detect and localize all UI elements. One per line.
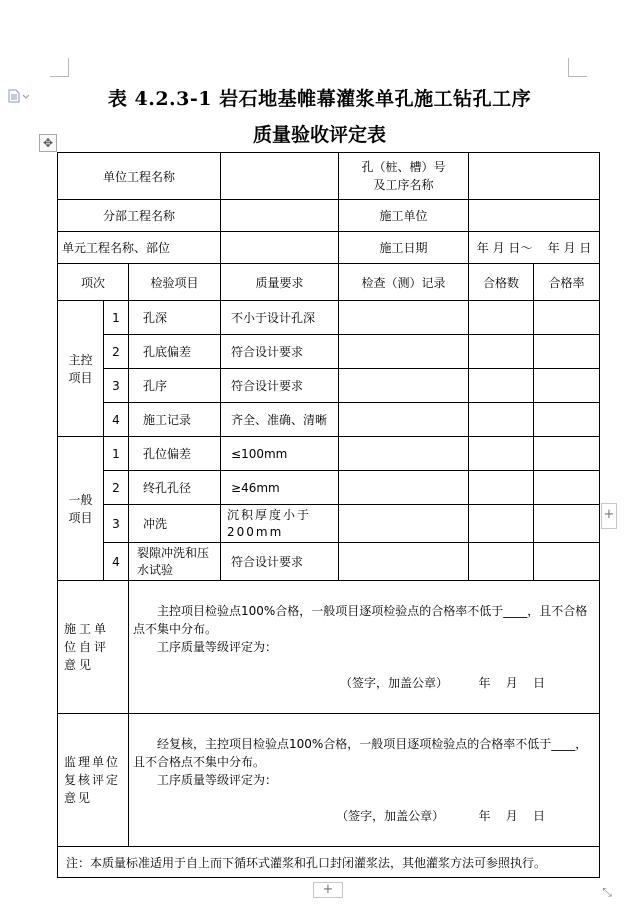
table-row [58,335,600,369]
page-corner-mark-top-right [568,58,587,77]
page-title: 表 4.2.3-1 岩石地基帷幕灌浆单孔施工钻孔工序 [107,88,532,110]
evaluation-table [57,152,600,878]
unit-project-value[interactable] [221,153,339,200]
item-requirement: 齐全、准确、清晰 [221,403,339,437]
item-requirement: 符合设计要求 [221,543,339,581]
col-header-qualified-count: 合格数 [469,264,534,301]
item-requirement: 不小于设计孔深 [221,301,339,335]
item-no: 2 [104,471,129,505]
qualified-rate-cell[interactable] [534,471,600,505]
qualified-rate-cell[interactable] [534,301,600,335]
construction-date-value[interactable]: 年 月 日～ 年 月 日 [469,232,600,264]
col-header-qualified-rate: 合格率 [534,264,600,301]
col-header-quality-requirement: 质量要求 [221,264,339,301]
table-row [58,543,600,581]
item-requirement: 符合设计要求 [221,335,339,369]
hole-label-line1: 孔（桩、槽）号 [361,160,446,174]
qualified-rate-cell[interactable] [534,403,600,437]
item-no: 1 [104,437,129,471]
inspection-record-cell[interactable] [339,335,469,369]
construction-opinion-label: 施工单位自评意见 [58,581,129,714]
add-row-plus-icon[interactable]: + [313,882,343,898]
qualified-count-cell[interactable] [469,543,534,581]
hole-label [339,153,469,200]
table-row [58,369,600,403]
note-row [58,847,600,878]
qualified-rate-cell[interactable] [534,369,600,403]
construction-opinion-text: 主控项目检验点100%合格，一般项目逐项检验点的合格率不低于____，且不合格点不集中分布。 [133,604,588,636]
column-header-row [58,264,600,301]
supervision-opinion-content[interactable] [129,714,600,847]
main-control-label: 主控项目 [58,301,104,437]
table-row [58,301,600,335]
hole-value[interactable] [469,153,600,200]
qualified-rate-cell[interactable] [534,437,600,471]
unit-project-label: 单位工程名称 [58,153,221,200]
header-row-subproject [58,200,600,232]
item-requirement: 符合设计要求 [221,369,339,403]
item-no: 2 [104,335,129,369]
header-row-element [58,232,600,264]
inspection-record-cell[interactable] [339,471,469,505]
element-project-label: 单元工程名称、部位 [58,232,221,264]
general-items-label: 一般项目 [58,437,104,581]
col-header-inspection-record: 检查（测）记录 [339,264,469,301]
hole-label-line2: 及工序名称 [373,178,434,192]
table-row [58,471,600,505]
construction-unit-label: 施工单位 [339,200,469,232]
qualified-rate-cell[interactable] [534,335,600,369]
inspection-record-cell[interactable] [339,505,469,543]
construction-opinion-content[interactable] [129,581,600,714]
item-requirement: ≥46mm [221,471,339,505]
construction-date-label: 施工日期 [339,232,469,264]
qualified-count-cell[interactable] [469,369,534,403]
qualified-count-cell[interactable] [469,437,534,471]
table-row [58,403,600,437]
table-row [58,437,600,471]
item-no: 3 [104,369,129,403]
item-name: 冲洗 [129,505,221,543]
table-row [58,505,600,543]
qualified-count-cell[interactable] [469,403,534,437]
supervision-opinion-grade: 工序质量等级评定为： [157,773,278,787]
item-name: 孔底偏差 [129,335,221,369]
construction-opinion-signature: （签字，加盖公章） 年 月 日 [339,676,546,690]
qualified-count-cell[interactable] [469,335,534,369]
qualified-count-cell[interactable] [469,505,534,543]
sub-project-value[interactable] [221,200,339,232]
inspection-record-cell[interactable] [339,543,469,581]
qualified-rate-cell[interactable] [534,505,600,543]
table-move-handle-icon[interactable]: ✥ [39,134,57,152]
construction-unit-value[interactable] [469,200,600,232]
col-header-inspection-item: 检验项目 [129,264,221,301]
sub-project-label: 分部工程名称 [58,200,221,232]
item-name: 终孔孔径 [129,471,221,505]
col-header-item-no: 项次 [58,264,129,301]
construction-opinion-row [58,581,600,714]
supervision-opinion-signature: （签字，加盖公章） 年 月 日 [336,809,546,823]
supervision-opinion-label: 监理单位复核评定意见 [58,714,129,847]
item-name: 裂隙冲洗和压水试验 [129,543,221,581]
header-row-unit [58,153,600,200]
qualified-count-cell[interactable] [469,301,534,335]
item-name: 孔深 [129,301,221,335]
supervision-opinion-row [58,714,600,847]
inspection-record-cell[interactable] [339,403,469,437]
add-column-plus-icon[interactable]: + [601,503,617,529]
page-corner-mark-top-left [50,58,69,77]
supervision-opinion-text: 经复核，主控项目检验点100%合格，一般项目逐项检验点的合格率不低于____，且不合格点不集中分布。 [133,737,588,769]
item-no: 4 [104,403,129,437]
inspection-record-cell[interactable] [339,437,469,471]
item-no: 1 [104,301,129,335]
note-text: 注：本质量标准适用于自上而下循环式灌浆和孔口封闭灌浆法，其他灌浆方法可参照执行。 [58,847,600,878]
item-name: 孔位偏差 [129,437,221,471]
page-subtitle: 质量验收评定表 [252,124,386,146]
qualified-rate-cell[interactable] [534,543,600,581]
table-resize-icon[interactable]: ⤡ [602,885,612,899]
item-no: 3 [104,505,129,543]
item-name: 孔序 [129,369,221,403]
element-project-value[interactable] [221,232,339,264]
construction-opinion-grade: 工序质量等级评定为： [157,640,278,654]
qualified-count-cell[interactable] [469,471,534,505]
inspection-record-cell[interactable] [339,369,469,403]
item-name: 施工记录 [129,403,221,437]
item-requirement: 沉积厚度小于200mm [221,505,339,543]
inspection-record-cell[interactable] [339,301,469,335]
item-requirement: ≤100mm [221,437,339,471]
item-no: 4 [104,543,129,581]
